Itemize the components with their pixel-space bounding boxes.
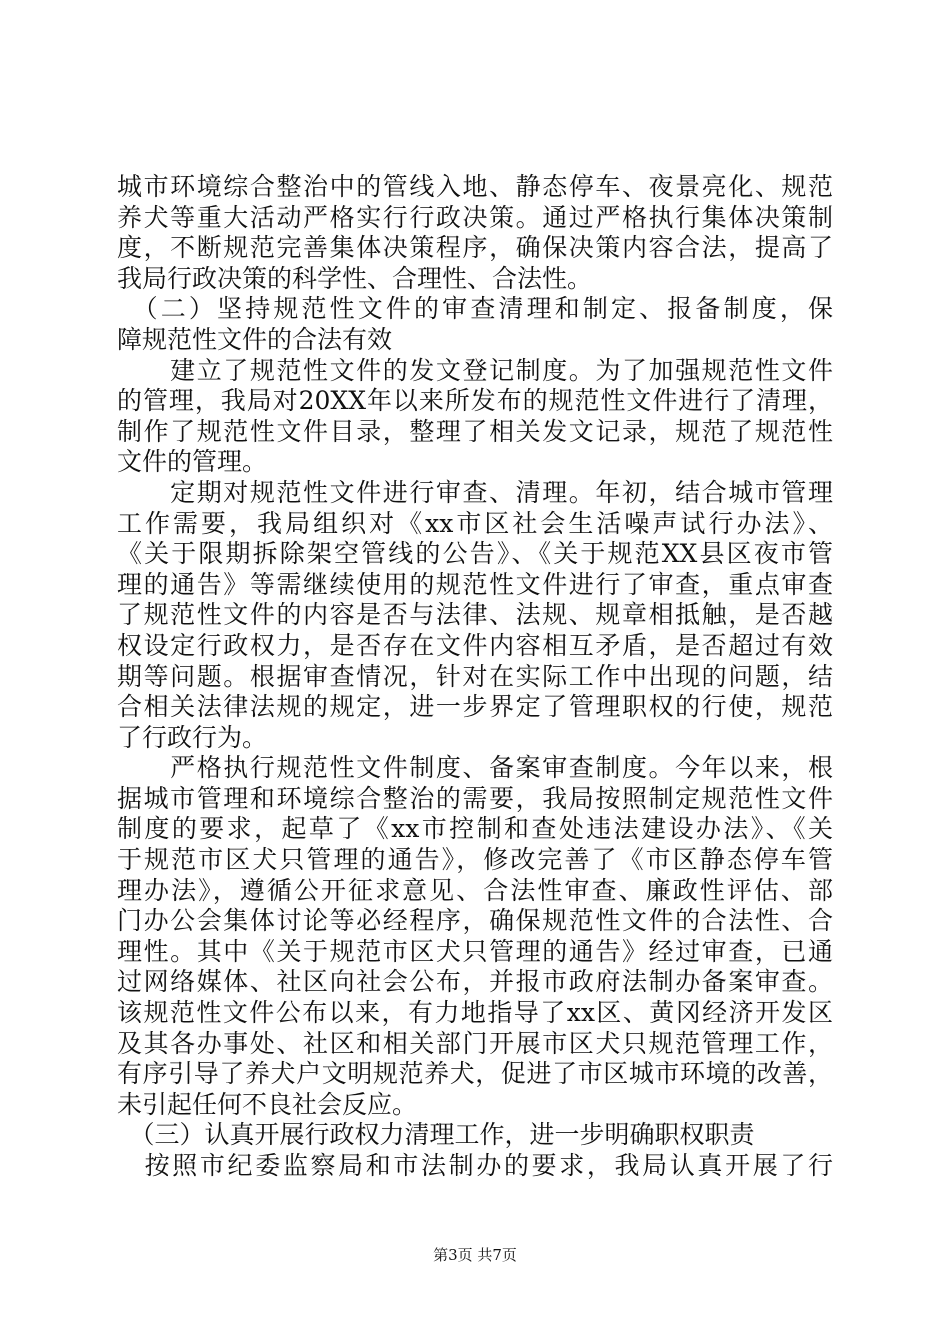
text-line: 有序引导了养犬户文明规范养犬，促进了市区城市环境的改善， [117, 1059, 833, 1089]
text-line: 的管理，我局对20XX年以来所发布的规范性文件进行了清理， [117, 386, 833, 416]
text-line: 于规范市区犬只管理的通告》，修改完善了《市区静态停车管 [117, 845, 833, 875]
page-footer: 第3页 共7页 [433, 1246, 517, 1264]
text-line: 《关于限期拆除架空管线的公告》、《关于规范XX县区夜市管 [117, 539, 833, 569]
text-line: 该规范性文件公布以来，有力地指导了xx区、黄冈经济开发区 [117, 998, 833, 1028]
text-line: （三）认真开展行政权力清理工作，进一步明确职权职责 [117, 1120, 755, 1150]
text-line: 制作了规范性文件目录，整理了相关发文记录，规范了规范性 [117, 416, 833, 446]
text-line: 障规范性文件的合法有效 [117, 324, 393, 354]
text-line: （二）坚持规范性文件的审查清理和制定、报备制度，保 [117, 294, 833, 324]
text-line: 未引起任何不良社会反应。 [117, 1089, 418, 1119]
text-line: 合相关法律法规的规定，进一步界定了管理职权的行使，规范 [117, 692, 833, 722]
document-body [117, 172, 833, 1182]
text-line: 工作需要，我局组织对《xx市区社会生活噪声试行办法》、 [117, 508, 833, 538]
text-line: 文件的管理。 [117, 447, 268, 477]
text-line: 及其各办事处、社区和相关部门开展市区犬只规范管理工作， [117, 1028, 833, 1058]
text-line: 门办公会集体讨论等必经程序，确保规范性文件的合法性、合 [117, 906, 833, 936]
text-line: 理办法》，遵循公开征求意见、合法性审查、廉政性评估、部 [117, 875, 833, 905]
text-line: 养犬等重大活动严格实行行政决策。通过严格执行集体决策制 [117, 202, 833, 232]
text-line: 过网络媒体、社区向社会公布，并报市政府法制办备案审查。 [117, 967, 833, 997]
text-line: 城市环境综合整治中的管线入地、静态停车、夜景亮化、规范 [117, 172, 833, 201]
text-line: 建立了规范性文件的发文登记制度。为了加强规范性文件 [117, 355, 833, 385]
text-line: 度，不断规范完善集体决策程序，确保决策内容合法，提高了 [117, 233, 833, 263]
text-line: 期等问题。根据审查情况，针对在实际工作中出现的问题，结 [117, 661, 833, 691]
text-line: 权设定行政权力，是否存在文件内容相互矛盾，是否超过有效 [117, 630, 833, 660]
text-line: 据城市管理和环境综合整治的需要，我局按照制定规范性文件 [117, 783, 833, 813]
text-line: 理性。其中《关于规范市区犬只管理的通告》经过审查，已通 [117, 936, 833, 966]
text-line: 了规范性文件的内容是否与法律、法规、规章相抵触，是否越 [117, 600, 833, 630]
text-line: 制度的要求，起草了《xx市控制和查处违法建设办法》、《关 [117, 814, 833, 844]
text-line: 我局行政决策的科学性、合理性、合法性。 [117, 263, 593, 293]
text-line: 理的通告》等需继续使用的规范性文件进行了审查，重点审查 [117, 569, 833, 599]
text-line: 按照市纪委监察局和市法制办的要求，我局认真开展了行 [117, 1151, 833, 1180]
text-line: 严格执行规范性文件制度、备案审查制度。今年以来，根 [117, 753, 833, 783]
text-line: 了行政行为。 [117, 722, 268, 752]
text-line: 定期对规范性文件进行审查、清理。年初，结合城市管理 [117, 477, 833, 507]
